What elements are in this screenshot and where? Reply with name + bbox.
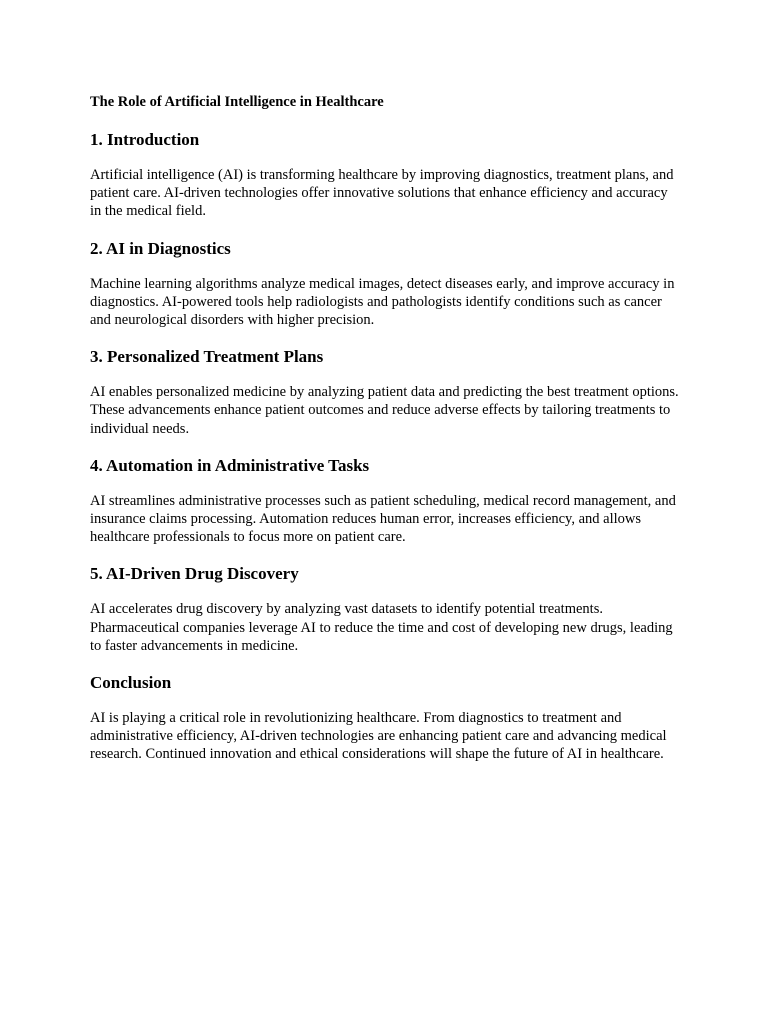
section-heading: 3. Personalized Treatment Plans (90, 347, 324, 367)
document-title: The Role of Artificial Intelligence in Healthcare (90, 94, 384, 110)
document-content (90, 94, 680, 782)
section-heading: Conclusion (90, 673, 172, 693)
section-paragraph: AI accelerates drug discovery by analyzing vast datasets to identify potential treatments. Pharmaceutical companies leverage AI to reduce the time and cost of developing new drugs, leading to faster advancements in medicine. (90, 601, 673, 654)
section-paragraph: AI enables personalized medicine by analyzing patient data and predicting the best treatment options. These advancements enhance patient outcomes and reduce adverse effects by tailoring treatments to individual needs. (90, 384, 679, 437)
section-paragraph: AI streamlines administrative processes such as patient scheduling, medical record management, and insurance claims processing. Automation reduces human error, increases efficiency, and allows healthcare professionals to focus more on patient care. (90, 492, 676, 546)
section-heading: 5. AI-Driven Drug Discovery (90, 564, 299, 584)
section-paragraph: Machine learning algorithms analyze medical images, detect diseases early, and improve accuracy in diagnostics. AI-powered tools help radiologists and pathologists identify conditions such as cancer and neurological disorders with higher precision. (90, 275, 675, 329)
section-personalized-treatment (90, 347, 680, 438)
section-paragraph: Artificial intelligence (AI) is transforming healthcare by improving diagnostics, treatment plans, and patient care. AI-driven technologies offer innovative solutions that enhance efficiency and accuracy in the medical field. (90, 167, 674, 220)
section-ai-in-diagnostics (90, 239, 680, 330)
section-conclusion (90, 673, 680, 764)
section-heading: 1. Introduction (90, 130, 200, 149)
section-paragraph: AI is playing a critical role in revolutionizing healthcare. From diagnostics to treatment and administrative efficiency, AI-driven technologies are enhancing patient care and advancing medical research. Continued innovation and ethical considerations will shape the future of AI in healthcare. (90, 710, 667, 763)
section-heading: 2. AI in Diagnostics (90, 238, 231, 258)
section-administrative-automation (90, 456, 680, 547)
section-heading: 4. Automation in Administrative Tasks (90, 455, 370, 475)
section-drug-discovery (90, 564, 680, 655)
section-introduction (90, 130, 680, 221)
